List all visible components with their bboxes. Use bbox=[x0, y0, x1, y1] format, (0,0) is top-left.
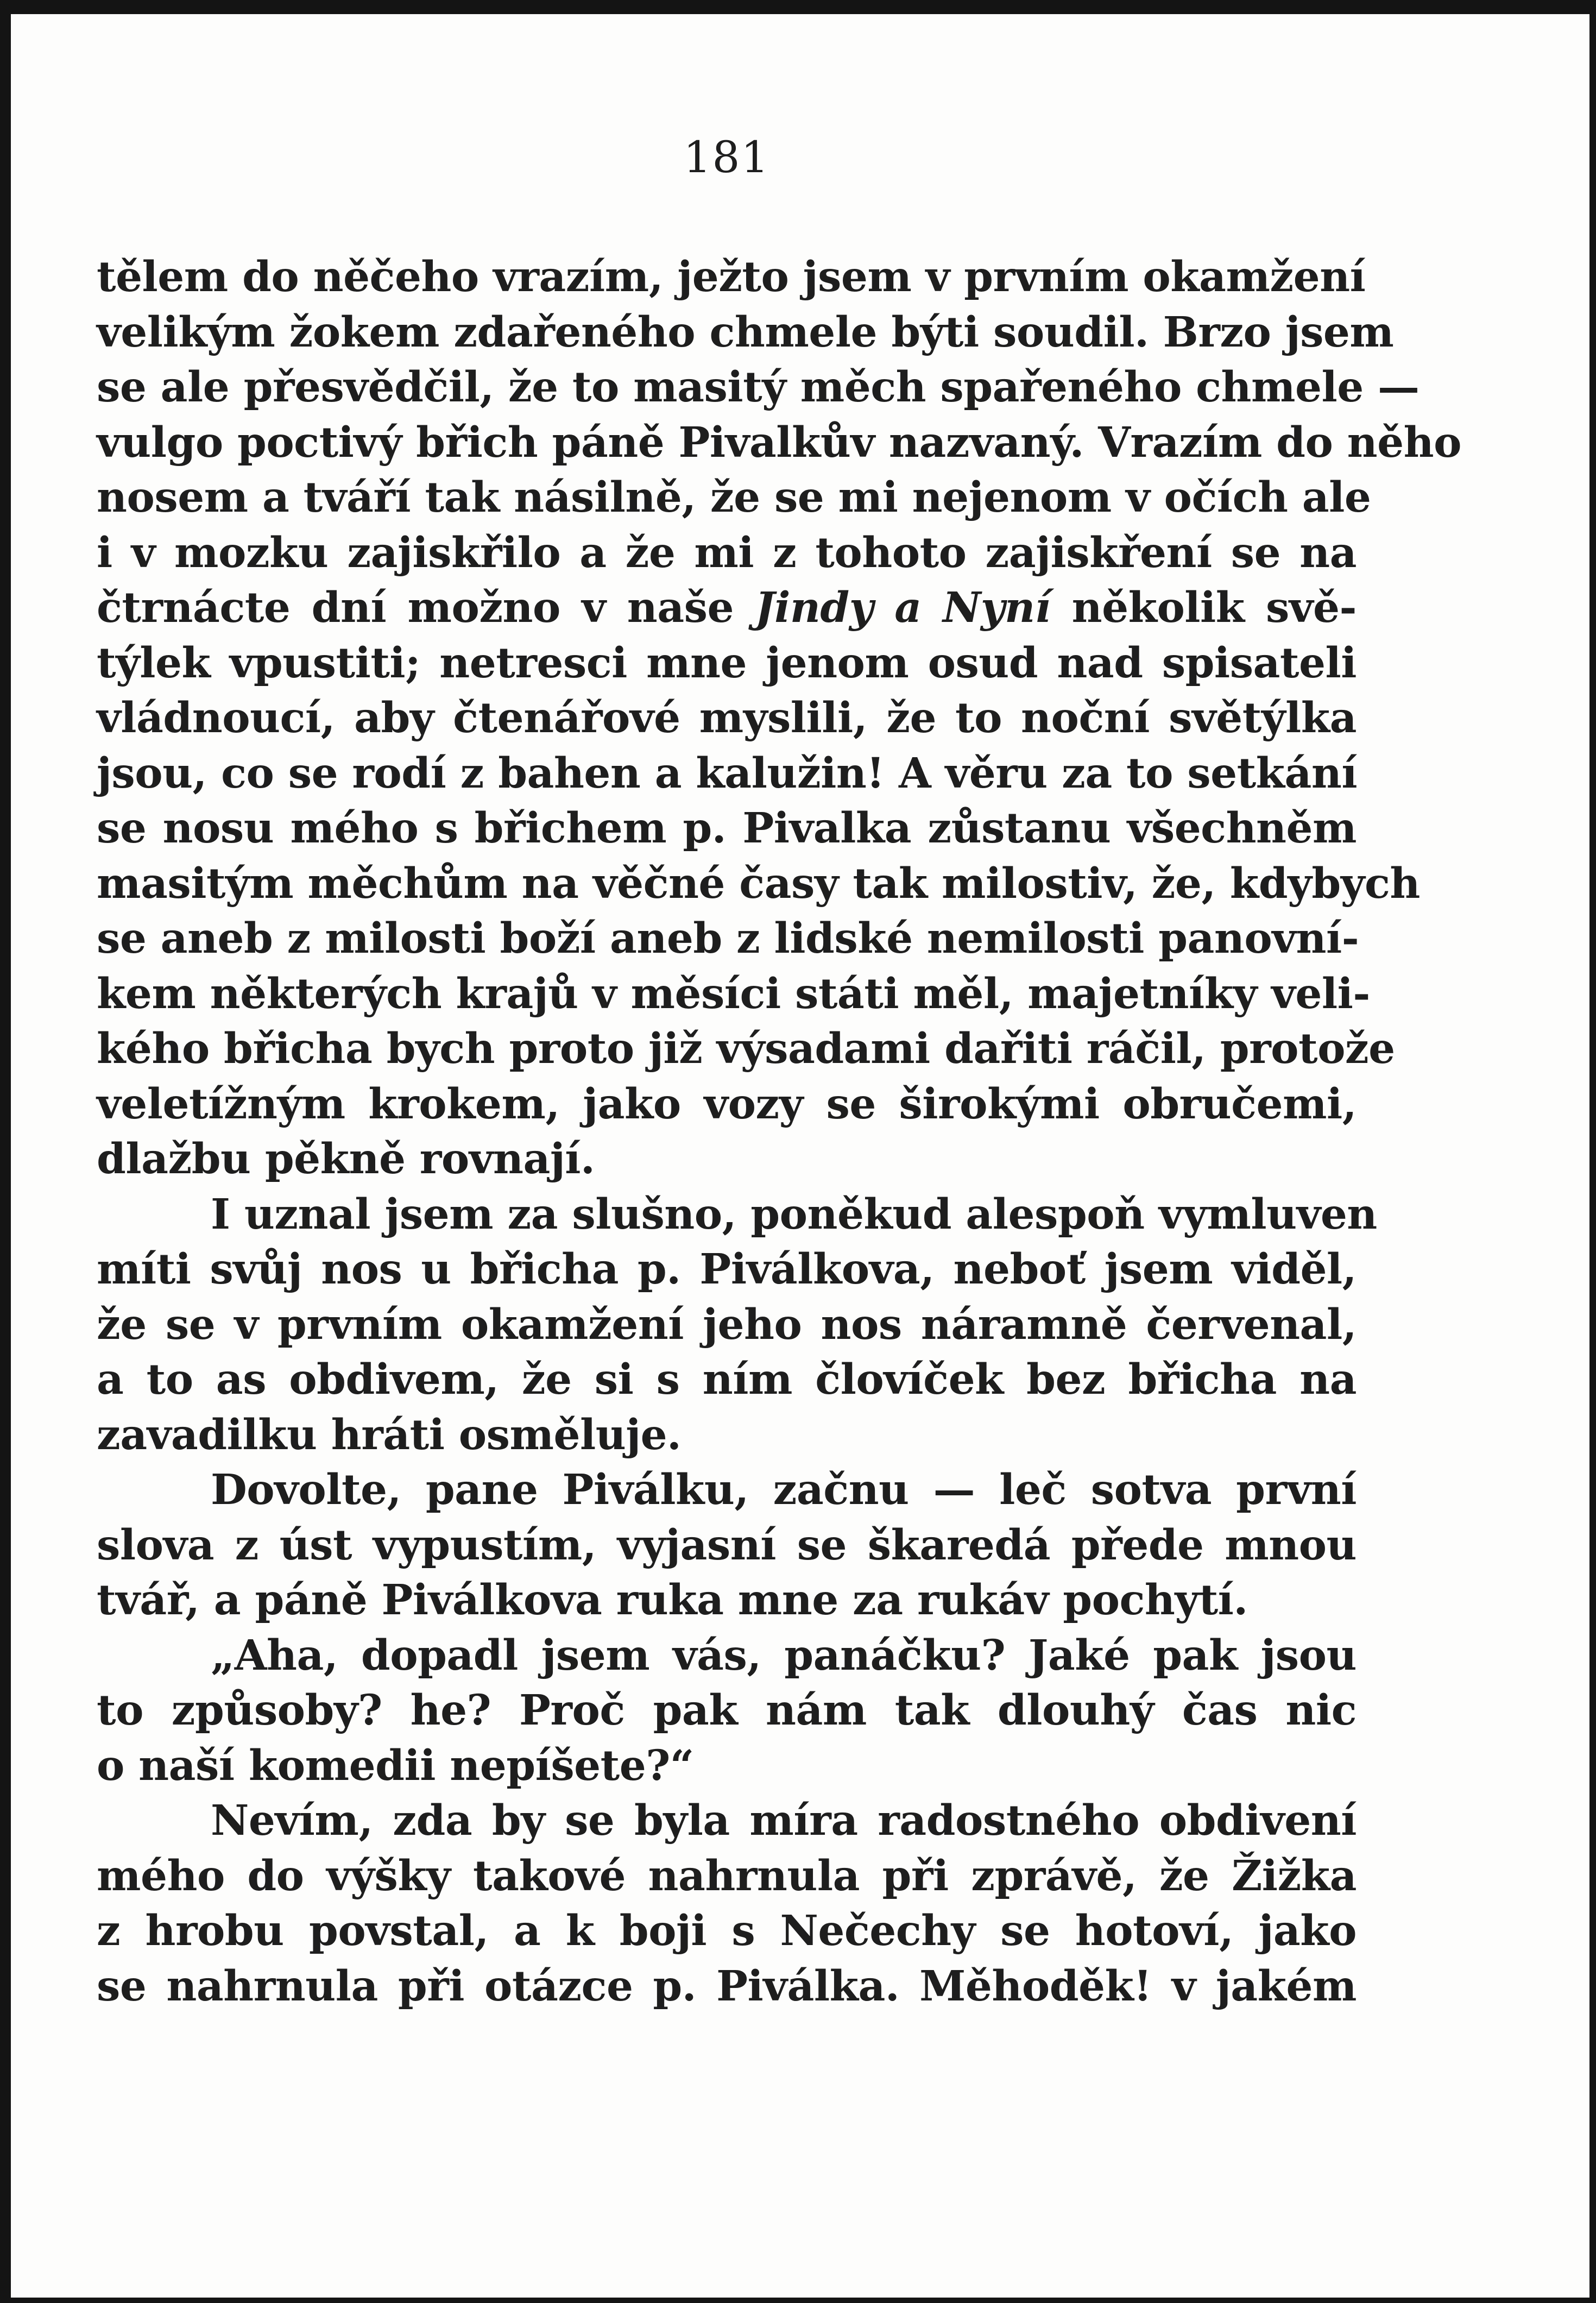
text-line: mého do výšky takové nahrnula při zprávě, že Žižka bbox=[97, 1851, 1357, 1901]
text-line: to způsoby? he? Proč pak nám tak dlouhý čas nic bbox=[97, 1686, 1357, 1735]
text-line: vládnoucí, aby čtenářové myslili, že to noční světýlka bbox=[97, 694, 1357, 743]
paragraph-end-line: tvář, a páně Piválkova ruka mne za rukáv pochytí. bbox=[97, 1576, 1248, 1625]
text-line: se aneb z milosti boží aneb z lidské nemilosti panovní- bbox=[97, 914, 1359, 963]
book-page bbox=[97, 130, 1461, 2014]
paragraph-start-line: „Aha, dopadl jsem vás, panáčku? Jaké pak jsou bbox=[211, 1631, 1357, 1680]
text-line: že se v prvním okamžení jeho nos náramně červenal, bbox=[97, 1300, 1357, 1349]
text-line: veletížným krokem, jako vozy se širokými obručemi, bbox=[97, 1079, 1357, 1129]
text-line: kem některých krajů v měsíci státi měl, majetníky veli- bbox=[97, 969, 1370, 1018]
text-line: týlek vpustiti; netresci mne jenom osud nad spisateli bbox=[97, 638, 1357, 688]
text-line: míti svůj nos u břicha p. Piválkova, neboť jsem viděl, bbox=[97, 1245, 1357, 1294]
paragraph-end-line: o naší komedii nepíšete?“ bbox=[97, 1741, 694, 1790]
text-line: slova z úst vypustím, vyjasní se škaredá předе mnou bbox=[97, 1520, 1357, 1570]
paragraph-start-line: I uznal jsem za slušno, poněkud alespoň vymluven bbox=[211, 1190, 1377, 1239]
text-line: masitým měchům na věčné časy tak milostiv, že, kdybych bbox=[97, 859, 1420, 908]
text-line: se nosu mého s břichem p. Pivalka zůstanu všechněm bbox=[97, 804, 1357, 853]
text-line: jsou, co se rodí z bahen a kalužin! A věru za to setkání bbox=[97, 748, 1358, 798]
paragraph-start-line: Nevím, zda by se byla míra radostného obdivení bbox=[211, 1796, 1357, 1845]
text-line: nosem a tváří tak násilně, že se mi nejenom v očích ale bbox=[97, 473, 1371, 522]
paragraph-end-line: zavadilku hráti osměluje. bbox=[97, 1410, 682, 1459]
text-line: tělem do něčeho vrazím, ježto jsem v prvním okamžení bbox=[97, 253, 1366, 301]
periodical-title: Jindy a Nyní bbox=[755, 583, 1051, 632]
paragraph-end-line: dlažbu pěkně rovnají. bbox=[97, 1135, 595, 1184]
text-line-with-title bbox=[97, 581, 1357, 636]
page-number: 181 bbox=[683, 132, 770, 183]
text-line: velikým žokem zdařeného chmele býti soudil. Brzo jsem bbox=[97, 307, 1394, 357]
text-line: kého břicha bych proto již výsadami dařiti ráčil, protože bbox=[97, 1024, 1395, 1073]
text-line: se ale přesvědčil, že to masitý měch spařeného chmele — bbox=[97, 363, 1420, 412]
text-line: se nahrnula při otázce p. Piválka. Měhoděk! v jakém bbox=[97, 1961, 1357, 2011]
text-segment: čtrnácte dní možno v naše bbox=[97, 583, 755, 632]
page-text bbox=[97, 250, 1461, 2014]
text-line: a to as obdivem, že si s ním človíček bez břicha na bbox=[97, 1355, 1357, 1404]
paragraph-start-line: Dovolte, pane Piválku, začnu — leč sotva první bbox=[211, 1465, 1357, 1514]
text-line: vulgo poctivý břich páně Pivalkův nazvaný. Vrazím do něho bbox=[97, 418, 1461, 467]
text-line: z hrobu povstal, a k boji s Nečechy se hotoví, jako bbox=[97, 1906, 1357, 1955]
text-segment: několik svě- bbox=[1050, 583, 1357, 632]
text-line: i v mozku zajiskřilo a že mi z tohoto zajiskření se na bbox=[97, 528, 1357, 577]
